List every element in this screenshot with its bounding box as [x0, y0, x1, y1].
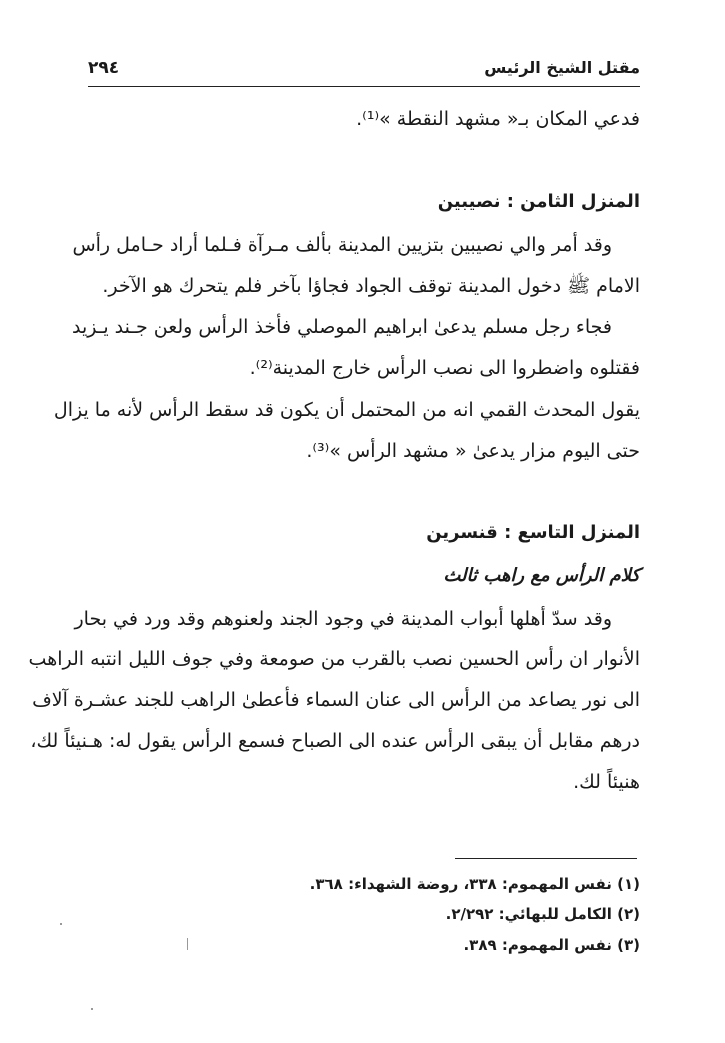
paragraph-4-line-5: هنيئاً لك. [573, 771, 640, 793]
page-number: ٢٩٤ [88, 58, 120, 78]
paragraph-3-line-1: يقول المحدث القمي انه من المحتمل أن يكون قد سقط الرأس لأنه ما يزال [53, 399, 640, 421]
intro-line: فدعي المكان بـ« مشهد النقطة »⁽¹⁾. [356, 108, 640, 130]
section-heading-8: المنزل الثامن : نصيبين [437, 191, 640, 212]
footnote-3: (٣) نفس المهموم: ٣٨٩. [463, 936, 640, 954]
running-title: مقتل الشيخ الرئيس [484, 58, 640, 77]
section-heading-9: المنزل التاسع : قنسرين [426, 522, 640, 543]
scan-speck [187, 938, 188, 950]
paragraph-1-line-2: الامام ﷺ دخول المدينة توقف الجواد فجاؤا بآخر فلم يتحرك هو الآخر. [102, 275, 640, 297]
paragraph-4-line-3: الى نور يصاعد من الرأس الى عنان السماء فأعطىٰ الراهب للجند عشـرة آلاف [32, 689, 640, 711]
paragraph-1-line-1: وقد أمر والي نصيبين بتزيين المدينة بألف مـرآة فـلما أراد حـامل رأس [72, 234, 612, 256]
paragraph-4-line-2: الأنوار ان رأس الحسين نصب بالقرب من صومعة وفي جوف الليل انتبه الراهب [28, 648, 640, 670]
paragraph-3-line-2: حتى اليوم مزار يدعىٰ « مشهد الرأس »⁽³⁾. [306, 440, 640, 462]
footnote-2: (٢) الكامل للبهائي: ٢/٢٩٢. [445, 905, 640, 923]
paragraph-4-line-1: وقد سدّ أهلها أبواب المدينة في وجود الجند ولعنوهم وقد ورد في بحار [74, 608, 612, 630]
footnote-1: (١) نفس المهموم: ٣٣٨، روضة الشهداء: ٣٦٨. [309, 875, 640, 893]
scan-speck [60, 923, 62, 925]
subsection-heading: كلام الرأس مع راهب ثالث [443, 565, 640, 586]
paragraph-4-line-4: درهم مقابل أن يبقى الرأس عنده الى الصباح فسمع الرأس يقول له: هـنيئاً لك، [30, 730, 640, 752]
footnote-separator [455, 858, 637, 859]
page-header [88, 56, 640, 87]
paragraph-2-line-2: فقتلوه واضطروا الى نصب الرأس خارج المدينة⁽²⁾. [249, 357, 640, 379]
paragraph-2-line-1: فجاء رجل مسلم يدعىٰ ابراهيم الموصلي فأخذ الرأس ولعن جـند يـزيد [72, 316, 612, 338]
scan-speck [91, 1008, 93, 1010]
